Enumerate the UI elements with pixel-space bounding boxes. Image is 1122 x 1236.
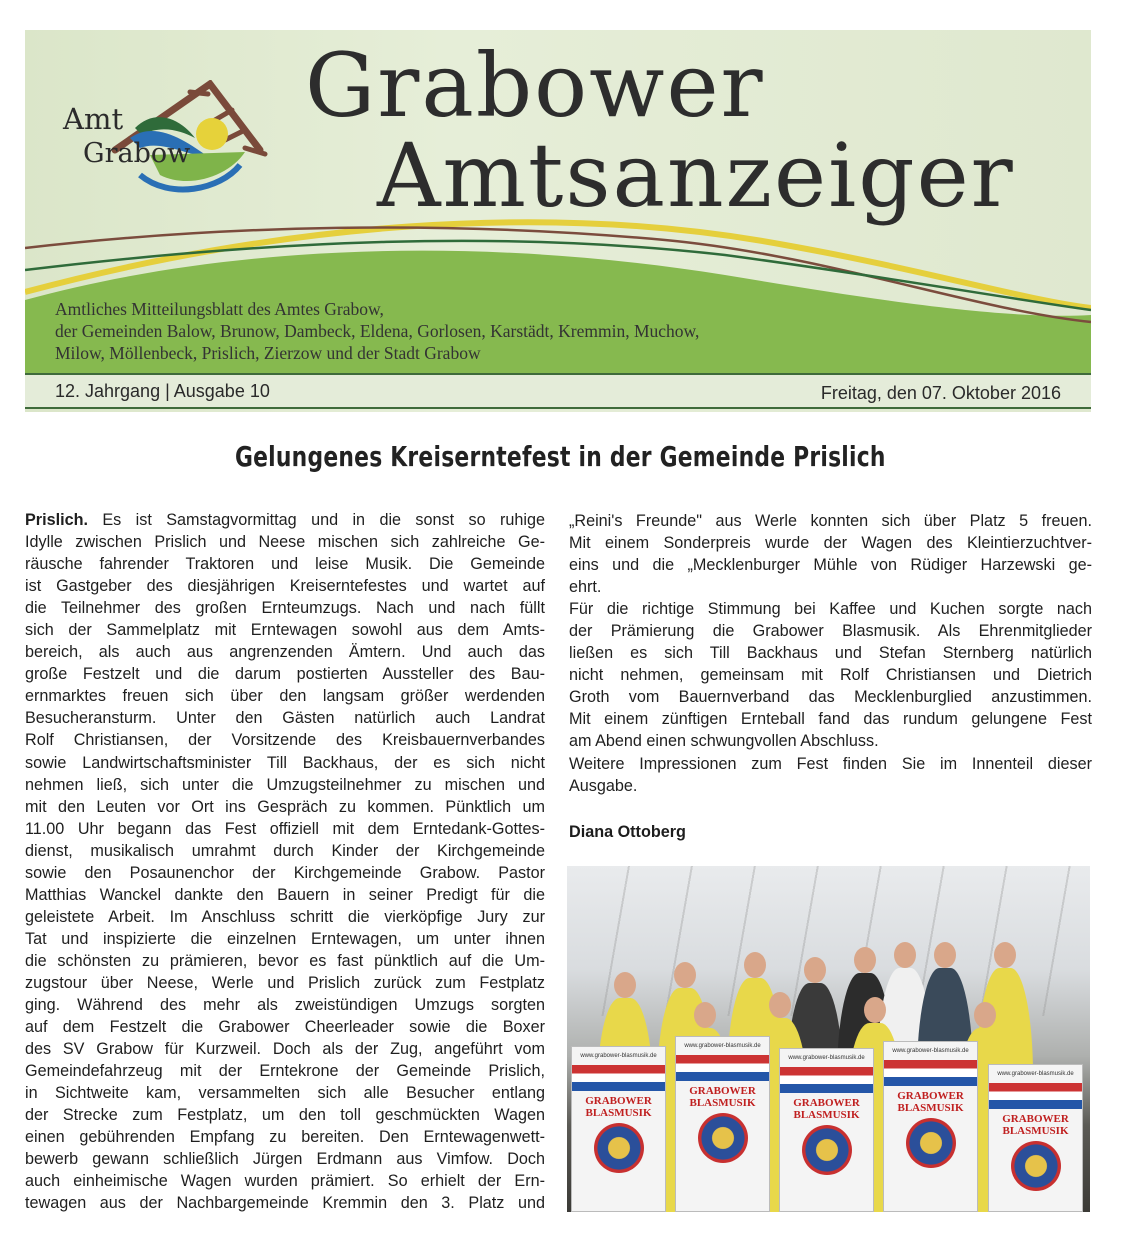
text-run: Es ist Samstagvormittag und in die sonst so ruhige [87, 511, 545, 529]
band-member-head [674, 962, 696, 988]
banner-emblem [802, 1125, 852, 1175]
text-line: die Teilnehmer des großen Ernteumzugs. Nach und nach füllt [25, 599, 545, 618]
banner-brand-line: BLASMUSIK [897, 1102, 964, 1114]
text-line: ehrt. [569, 578, 602, 597]
text-line: Für die richtige Stimmung bei Kaffee und Kuchen sorgte nach [569, 600, 1092, 619]
banner-brand-line: GRABOWER [689, 1085, 756, 1097]
article-column-left [25, 509, 545, 1215]
banner-flag [676, 1055, 769, 1081]
text-line: Groth vom Bauernverband das Mecklenburglied anzustimmen. [569, 688, 1092, 707]
text-line: Tat und inspizierte die einzelnen Erntewagen, um unter ihnen [25, 929, 545, 948]
paragraph [569, 598, 1092, 752]
banner-brand [780, 1097, 873, 1121]
text-line: der Strecke zum Festplatz, um den toll geschmückten Wagen [25, 1106, 545, 1125]
article-author: Diana Ottoberg [569, 823, 686, 841]
text-line: eins und die „Mecklenburger Mühle von Rüdiger Harzewski ge- [569, 556, 1092, 575]
text-line: einen gebührenden Empfang zu bereiten. Den Erntewagenwett- [25, 1128, 545, 1147]
band-member-head [894, 942, 916, 968]
band-member-head [994, 942, 1016, 968]
text-line: bewerb gewann schließlich Jürgen Erdmann aus Vimfow. Doch [25, 1150, 545, 1169]
band-member-head [804, 957, 826, 983]
text-line: große Festzelt und die darum postierten Aussteller des Bau- [25, 665, 545, 684]
dateline: Prislich. [25, 511, 88, 529]
banner-brand [676, 1085, 769, 1109]
text-line: ernmarktes freuen sich über den langsam größer werdenden [25, 687, 545, 706]
text-line: Mit einem zünftigen Ernteball fand das rundum gelungene Fest [569, 710, 1092, 729]
text-line: geleistete Arbeit. Im Anschluss schritt die vierköpfige Jury zur [25, 907, 545, 926]
masthead [25, 30, 1091, 412]
band-member-head [864, 997, 886, 1023]
music-stand-banner [883, 1041, 978, 1212]
text-line: ging. Während des mehr als zweistündigen Umzugs sorgten [25, 996, 545, 1015]
music-stand-banner [571, 1046, 666, 1212]
issue-date: Freitag, den 07. Oktober 2016 [820, 383, 1061, 403]
banner-emblem [594, 1123, 644, 1173]
logo-text-grabow: Grabow [83, 138, 191, 169]
issue-number: 12. Jahrgang | Ausgabe 10 [55, 381, 270, 401]
masthead-title-line2: Amtsanzeiger [377, 124, 1015, 227]
text-line: zugstour über Neese, Werle und Prislich zurück zum Festplatz [25, 973, 545, 992]
subtitle-line: der Gemeinden Balow, Brunow, Dambeck, Eldena, Gorlosen, Karstädt, Kremmin, Muchow, [55, 321, 700, 341]
band-member-head [854, 947, 876, 973]
banner-brand-line: BLASMUSIK [793, 1109, 860, 1121]
banner-emblem [698, 1113, 748, 1163]
band-member-head [694, 1002, 716, 1028]
banner-brand-line: BLASMUSIK [585, 1107, 652, 1119]
music-stand-banner [988, 1064, 1083, 1212]
subtitle-line: Amtliches Mitteilungsblatt des Amtes Grabow, [55, 299, 384, 319]
text-line: mit den Leuten vor Ort ins Gespräch zu kommen. Pünktlich um [25, 797, 545, 816]
article-headline: Gelungenes Kreiserntefest in der Gemeinde Prislich [234, 440, 886, 473]
banner-emblem [906, 1118, 956, 1168]
banner-url: www.grabower-blasmusik.de [892, 1048, 969, 1054]
text-line: „Reini's Freunde" aus Werle konnten sich über Platz 5 freuen. [569, 512, 1092, 530]
masthead-subtitle [55, 298, 699, 364]
banner-url: www.grabower-blasmusik.de [997, 1071, 1074, 1077]
banner-flag [884, 1060, 977, 1086]
text-line: tewagen aus der Nachbargemeinde Kremmin den 3. Platz und [25, 1194, 545, 1213]
text-line: nehmen ließ, sich unter die Umzugsteilnehmer zu mischen und [25, 775, 545, 794]
text-line: Matthias Wanckel dankte den Bauern in seiner Predigt für die [25, 885, 545, 904]
text-line: nicht nehmen, gemeinsam mit Rolf Christiansen und Dietrich [569, 666, 1092, 685]
paragraph [569, 753, 1092, 797]
band-member-head [974, 1002, 996, 1028]
banner-url: www.grabower-blasmusik.de [788, 1055, 865, 1061]
band-member-head [614, 972, 636, 998]
text-line: Idylle zwischen Prislich und Neese mischen sich zahlreiche Ge- [25, 533, 545, 552]
text-line: 11.00 Uhr begann das Fest offiziell mit dem Erntedank-Gottes- [25, 819, 545, 838]
text-line: sowie den Posaunenchor der Kirchgemeinde Grabow. Pastor [25, 863, 545, 882]
text-line: ist Gastgeber des diesjährigen Kreiserntefestes und wartet auf [25, 577, 545, 596]
text-line: auf dem Festzelt die Grabower Cheerleader sowie die Boxer [25, 1018, 545, 1037]
text-line: dienst, musikalisch umrahmt durch Kinder der Kirchgemeinde [25, 841, 545, 860]
text-line: bereich, als auch aus angrenzenden Ämtern. Und auch das [25, 643, 545, 662]
article-column-right [569, 510, 1092, 797]
text-line: in Sichtweite kam, versammelten sich alle Besucher entlang [25, 1084, 545, 1103]
text-line: Gemeindefahrzeug mit der Erntekrone der Gemeinde Prislich, [25, 1062, 545, 1081]
banner-brand-line: GRABOWER [793, 1097, 860, 1109]
banner-brand [884, 1090, 977, 1114]
banner-brand-line: GRABOWER [1002, 1113, 1069, 1125]
text-line: der Prämierung die Grabower Blasmusik. Als Ehrenmitglieder [569, 622, 1092, 641]
text-line: des SV Grabow für Kurzweil. Doch als der Zug, angeführt vom [25, 1040, 545, 1059]
issue-info-bar [25, 373, 1091, 409]
text-line: Mit einem Sonderpreis wurde der Wagen des Kleintierzuchtver- [569, 534, 1092, 553]
text-line: Besucheransturm. Unter den Gästen natürlich auch Landrat [25, 709, 545, 728]
banner-brand-line: BLASMUSIK [1002, 1125, 1069, 1137]
banner-brand [989, 1113, 1082, 1137]
text-line: Weitere Impressionen zum Fest finden Sie im Innenteil dieser [569, 754, 1092, 773]
text-line: die schönsten zu prämieren, bevor es fast pünktlich auf die Um- [25, 951, 545, 970]
banner-flag [572, 1065, 665, 1091]
music-stand-banner [779, 1048, 874, 1212]
subtitle-line: Milow, Möllenbeck, Prislich, Zierzow und der Stadt Grabow [55, 343, 481, 363]
band-member-head [769, 992, 791, 1018]
text-line: sich der Sammelplatz mit Erntewagen sowohl aus dem Amts- [25, 621, 545, 640]
article-photo-band [567, 866, 1090, 1212]
text-line: am Abend einen schwungvollen Abschluss. [569, 732, 879, 751]
band-member-head [934, 942, 956, 968]
music-stand-banner [675, 1036, 770, 1212]
banner-url: www.grabower-blasmusik.de [684, 1043, 761, 1049]
text-line: ließen es sich Till Backhaus und Stefan Sternberg natürlich [569, 644, 1092, 663]
banner-emblem [1011, 1141, 1061, 1191]
banner-url: www.grabower-blasmusik.de [580, 1053, 657, 1059]
paragraph [569, 510, 1092, 598]
band-member-head [744, 952, 766, 978]
banner-brand [572, 1095, 665, 1119]
text-line: Rolf Christiansen, der Vorsitzende des Kreisbauernverbandes [25, 731, 545, 750]
banner-brand-line: GRABOWER [897, 1090, 964, 1102]
text-line: auch einheimische Wagen wurden prämiert. So erhielt der Ern- [25, 1172, 545, 1191]
text-line: Ausgabe. [569, 776, 638, 795]
masthead-title-line1: Grabower [305, 34, 765, 137]
text-line [25, 509, 545, 531]
text-line: räusche fahrender Traktoren und leise Musik. Die Gemeinde [25, 555, 545, 574]
banner-brand-line: BLASMUSIK [689, 1097, 756, 1109]
logo-text-amt: Amt [63, 102, 124, 136]
banner-flag [780, 1067, 873, 1093]
banner-flag [989, 1083, 1082, 1109]
banner-brand-line: GRABOWER [585, 1095, 652, 1107]
text-line: sowie Landwirtschaftsminister Till Backhaus, der es sich nicht [25, 753, 545, 772]
